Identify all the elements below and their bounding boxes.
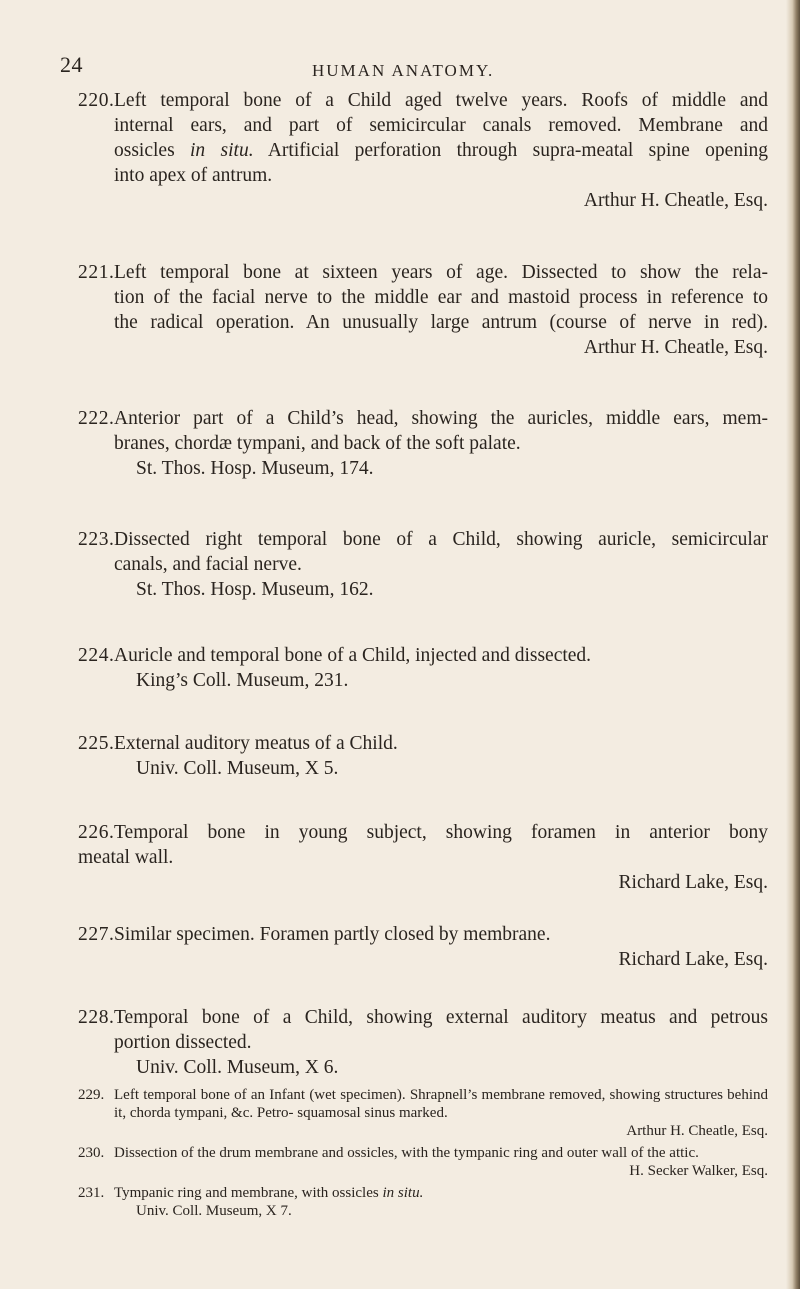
entry-line: Left temporal bone of an Infant (wet specimen). Shrapnell’s membrane (114, 1087, 550, 1103)
catalogue-entry-223 (78, 527, 768, 602)
entry-line: internal ears, and part of semicircular canals removed. Membrane and (114, 115, 768, 136)
entry-line: tion of the facial nerve to the middle ear and mastoid process in reference to (114, 287, 768, 308)
entry-line-part: ossicles (114, 140, 175, 161)
entry-line: squamosal sinus marked. (297, 1105, 448, 1121)
entry-number: 222. (78, 408, 115, 429)
entry-line: Temporal bone of a Child, showing external auditory meatus and petrous (114, 1007, 768, 1028)
page-edge-shadow (786, 0, 800, 1289)
entry-description (114, 1184, 768, 1220)
entry-source: Univ. Coll. Museum, X 5. (136, 758, 339, 779)
entry-number: 227. (78, 924, 115, 945)
entry-source: H. Secker Walker, Esq. (629, 1163, 768, 1179)
entry-line: and outer wall of the attic. (541, 1145, 699, 1161)
page-title: HUMAN ANATOMY. (312, 61, 495, 80)
entry-source: Arthur H. Cheatle, Esq. (583, 337, 768, 358)
entry-number: 231. (78, 1185, 105, 1201)
entry-description (114, 527, 768, 602)
entry-number: 223. (78, 529, 115, 550)
lower-entries-block (78, 1086, 768, 1224)
catalogue-entry-225 (78, 731, 768, 781)
entry-line: into apex of antrum. (114, 165, 273, 186)
entry-line: Left temporal bone at sixteen years of age. Dissected to show the rela- (114, 262, 768, 283)
entry-line: Auricle and temporal bone of a Child, injected and dissected. (114, 645, 592, 666)
entry-line: branes, chordæ tympani, and back of the soft palate. (114, 433, 521, 454)
entry-description (114, 1005, 768, 1080)
entry-line: Left temporal bone of a Child aged twelve years. Roofs of middle and (114, 90, 768, 111)
catalogue-entry-229 (78, 1086, 768, 1140)
entry-line: meatal wall. (78, 847, 174, 868)
catalogue-entry-220 (78, 88, 768, 213)
entry-line: Dissected right temporal bone of a Child, showing auricle, semicircular (114, 529, 768, 550)
running-head (0, 44, 800, 80)
entry-line-part: Artificial perforation through supra-meatal spine opening (267, 140, 768, 161)
entry-description (114, 731, 768, 781)
catalogue-entry-224 (78, 643, 768, 693)
entry-source: Univ. Coll. Museum, X 6. (136, 1057, 339, 1078)
entry-number: 225. (78, 733, 115, 754)
entry-line: canals, and facial nerve. (114, 554, 302, 575)
entry-source: King’s Coll. Museum, 231. (136, 670, 349, 691)
entry-source: St. Thos. Hosp. Museum, 174. (136, 458, 374, 479)
entry-description (114, 1086, 768, 1140)
entry-line: Temporal bone in young subject, showing foramen in anterior bony (114, 822, 768, 843)
entry-source: Richard Lake, Esq. (618, 872, 768, 893)
entry-line (114, 138, 768, 163)
entry-line: the radical operation. An unusually large antrum (course of nerve in red). (114, 312, 768, 333)
page-number: 24 (60, 52, 83, 77)
entry-description (114, 643, 768, 693)
entry-line: removed, showing structures behind it, chorda tympani, &c. Petro- (114, 1087, 768, 1121)
entry-line: External auditory meatus of a Child. (114, 733, 398, 754)
entry-number: 221. (78, 262, 115, 283)
entry-line: portion dissected. (114, 1032, 252, 1053)
catalogue-entry-222 (78, 406, 768, 481)
entry-number: 230. (78, 1145, 105, 1161)
catalogue-entry-230 (78, 1144, 768, 1180)
catalogue-entry-226 (78, 820, 768, 895)
entry-description (114, 922, 768, 972)
entry-line: Similar specimen. Foramen partly closed by membrane. (114, 924, 551, 945)
entry-number: 228. (78, 1007, 115, 1028)
entry-description (114, 88, 768, 213)
entry-source: Univ. Coll. Museum, X 7. (136, 1203, 292, 1219)
entry-description (114, 1144, 768, 1180)
entry-number: 224. (78, 645, 115, 666)
entry-description (114, 260, 768, 360)
catalogue-entry-221 (78, 260, 768, 360)
entry-line: Anterior part of a Child’s head, showing the auricles, middle ears, mem- (114, 408, 768, 429)
entry-line-italic: in situ. (190, 140, 254, 161)
entry-number: 229. (78, 1087, 105, 1103)
catalogue-entry-228 (78, 1005, 768, 1080)
entry-description (114, 406, 768, 481)
entry-number: 220. (78, 90, 115, 111)
entry-line-part: Tympanic ring and membrane, with ossicles (114, 1185, 383, 1201)
entry-source: St. Thos. Hosp. Museum, 162. (136, 579, 374, 600)
entry-line: Dissection of the drum membrane and ossicles, with the tympanic ring (114, 1145, 542, 1161)
entry-source: Richard Lake, Esq. (618, 949, 768, 970)
catalogue-entry-231 (78, 1184, 768, 1220)
entry-line-italic: in situ. (382, 1185, 424, 1201)
entry-line (114, 1185, 423, 1201)
entry-source: Arthur H. Cheatle, Esq. (626, 1123, 768, 1139)
catalogue-entry-227 (78, 922, 768, 972)
entry-number: 226. (78, 822, 115, 843)
entry-source: Arthur H. Cheatle, Esq. (583, 190, 768, 211)
